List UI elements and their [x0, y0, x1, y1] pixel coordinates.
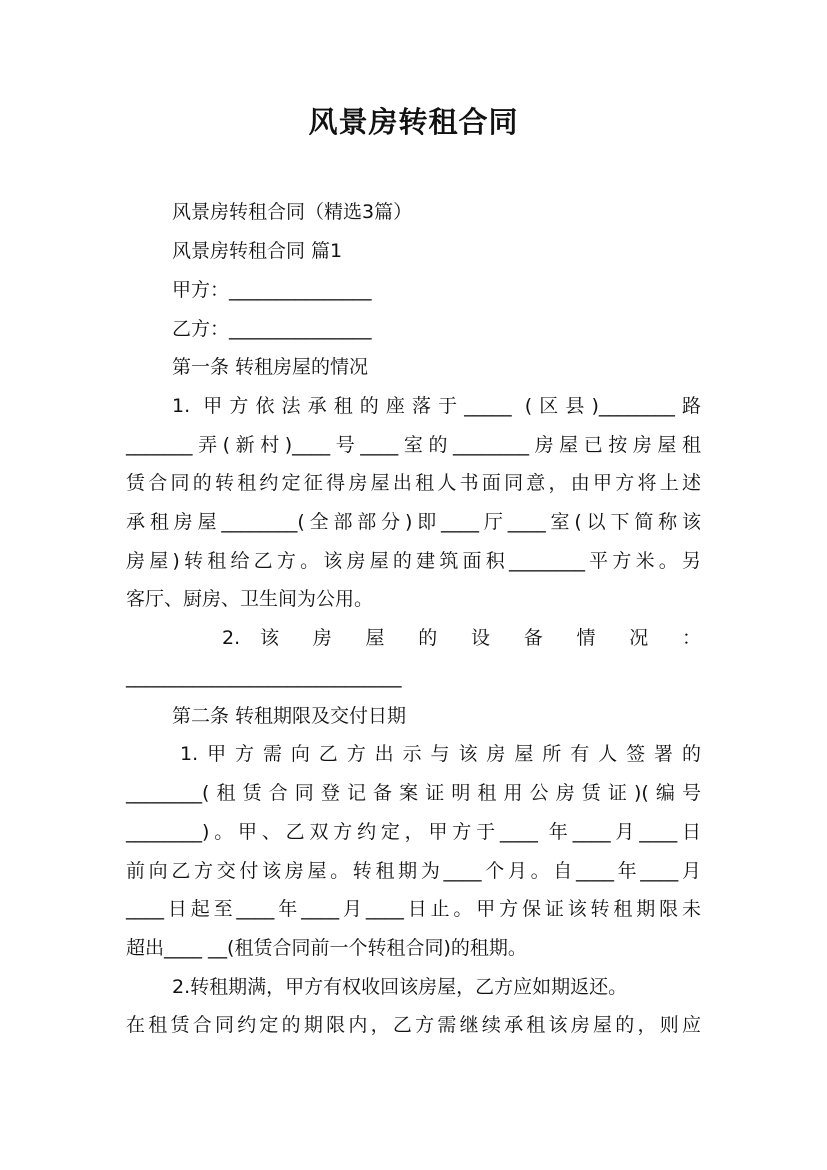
paragraph-line: 超出____ __(租赁合同前一个转租合同)的租期。 [126, 937, 527, 959]
paragraph-line: 客厅、厨房、卫生间为公用。 [126, 588, 374, 610]
paragraph-line: 赁合同的转租约定征得房屋出租人书面同意，由甲方将上述 [126, 472, 701, 494]
paragraph-line: 1.甲方需向乙方出示与该房屋所有人签署的 [180, 743, 701, 765]
blank-line: _____________________________ [126, 666, 402, 688]
paragraph-line: 1. 甲方依法承租的座落于_____ (区县)________路 [172, 395, 701, 417]
document-title: 风景房转租合同 [308, 105, 519, 139]
party-a-line: 甲方：_______________ [172, 279, 372, 301]
paragraph-line: 2.转租期满，甲方有权收回该房屋，乙方应如期返还。 [172, 976, 628, 998]
paragraph-line: 承租房屋________(全部部分)即____厅____室(以下简称该 [126, 511, 701, 533]
article-2-heading: 第二条 转租期限及交付日期 [172, 705, 407, 727]
paragraph-line: 房屋)转租给乙方。该房屋的建筑面积________平方米。另 [126, 550, 701, 572]
paragraph-line: 前向乙方交付该房屋。转租期为____个月。自____年____月 [126, 860, 701, 882]
paragraph-line: ________(租赁合同登记备案证明租用公房赁证)(编号 [126, 782, 701, 804]
subtitle-selected: 风景房转租合同（精选3篇） [172, 201, 413, 223]
paragraph-line: ________)。甲、乙双方约定，甲方于____ 年____月____日 [126, 821, 701, 843]
section-heading-part1: 风景房转租合同 篇1 [172, 240, 343, 262]
paragraph-line: ____日起至____年____月____日止。甲方保证该转租期限未 [126, 898, 701, 920]
equipment-line: 2. 该 房 屋 的 设 备 情 况 ： [222, 627, 701, 649]
paragraph-line: 在租赁合同约定的期限内，乙方需继续承租该房屋的，则应 [126, 1014, 701, 1036]
paragraph-line: _______弄(新村)____号____室的________房屋已按房屋租 [126, 434, 701, 456]
party-b-line: 乙方：_______________ [172, 318, 372, 340]
article-1-heading: 第一条 转租房屋的情况 [172, 356, 369, 378]
